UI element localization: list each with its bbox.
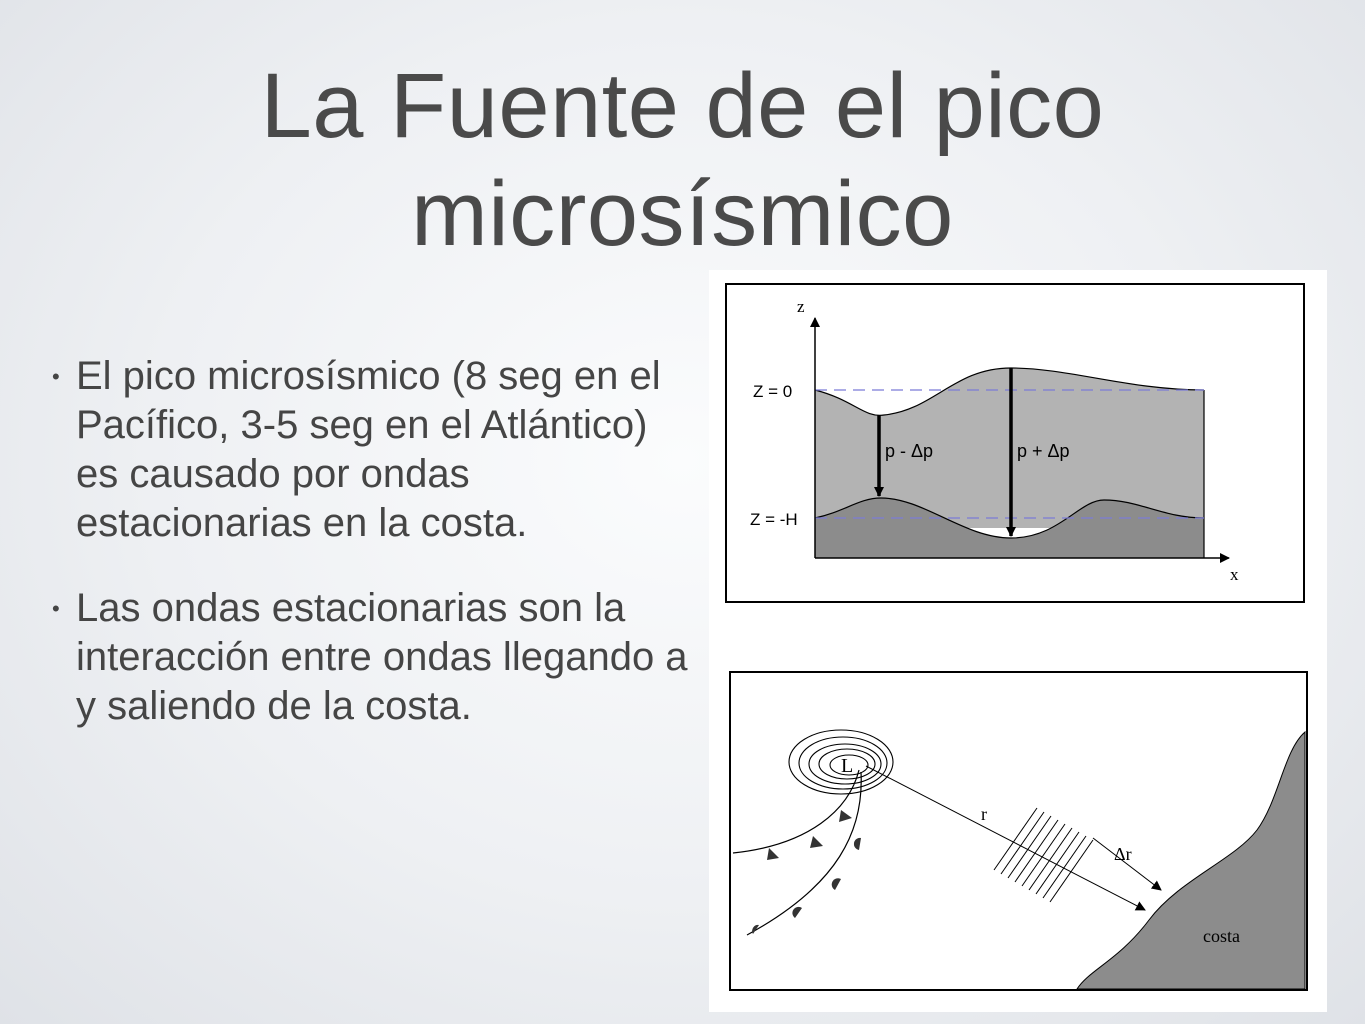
bullet-item bbox=[52, 584, 712, 731]
bullet-marker: • bbox=[52, 596, 60, 621]
title-line-2: microsísmico bbox=[411, 163, 954, 265]
coast-label: costa bbox=[1203, 926, 1240, 946]
figures-svg bbox=[709, 270, 1327, 1012]
title-line-1: La Fuente de el pico bbox=[260, 55, 1105, 157]
bullet-item bbox=[52, 352, 712, 548]
surface-level-label: Z = 0 bbox=[753, 382, 793, 401]
bullet-text: El pico microsísmico (8 seg en el Pacífico, 3-5 seg en el Atlántico) es causado por ondas estacionarias en la costa. bbox=[76, 354, 661, 545]
x-axis-label: x bbox=[1230, 565, 1239, 584]
low-pressure-label: L bbox=[841, 755, 854, 777]
arrow-p-minus-label: p - Δp bbox=[885, 441, 934, 461]
z-axis-label: z bbox=[797, 297, 805, 316]
figure-panel bbox=[709, 270, 1327, 1012]
distance-label: r bbox=[981, 804, 987, 824]
slide-title bbox=[0, 52, 1365, 268]
bottom-level-label: Z = -H bbox=[750, 510, 798, 529]
bullet-list bbox=[52, 352, 712, 767]
wave-cross-section-diagram bbox=[726, 284, 1304, 602]
storm-coast-diagram bbox=[730, 672, 1307, 990]
arrow-p-plus-label: p + Δp bbox=[1017, 441, 1070, 461]
bullet-text: Las ondas estacionarias son la interacción entre ondas llegando a y saliendo de la costa. bbox=[76, 586, 688, 728]
delta-distance-label: Δr bbox=[1114, 844, 1132, 864]
bullet-marker: • bbox=[52, 364, 60, 389]
